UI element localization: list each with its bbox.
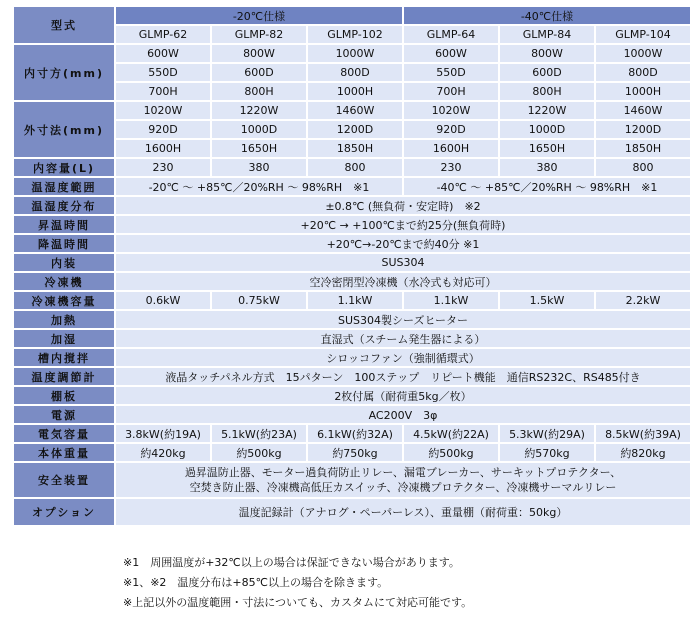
value-cell: 1000W	[596, 45, 690, 62]
value-cell: 1000H	[596, 83, 690, 100]
temp-dist-row	[14, 197, 690, 214]
value-cell: 1460W	[308, 102, 402, 119]
safety-row	[14, 463, 690, 497]
value-cell: 0.75kW	[212, 292, 306, 309]
inner-dims-row	[14, 64, 690, 81]
footnote: ※1、※2 温度分布は+85℃以上の場合を除きます。	[123, 576, 389, 589]
safety-label: 安全装置	[14, 463, 114, 497]
options-value: 温度記録計（アナログ・ペーパーレス）、重量棚（耐荷重：50kg）	[116, 499, 690, 525]
model-cell: GLMP-84	[500, 26, 594, 43]
temp-dist-value: ±0.8℃ (無負荷・安定時) ※2	[116, 197, 690, 214]
value-cell: 230	[116, 159, 210, 176]
model-cell: GLMP-62	[116, 26, 210, 43]
value-cell: 1650H	[500, 140, 594, 157]
value-cell: 800W	[500, 45, 594, 62]
value-cell: 3.8kW(約19A)	[116, 425, 210, 442]
value-cell: 800H	[500, 83, 594, 100]
controller-value: 液晶タッチパネル方式 15パターン 100ステップ リピート機能 通信RS232C、RS485付き	[116, 368, 690, 385]
value-cell: 800	[596, 159, 690, 176]
inner-dims-row	[14, 45, 690, 62]
value-cell: 約500kg	[404, 444, 498, 461]
heating-value: SUS304製シーズヒーター	[116, 311, 690, 328]
stirring-row	[14, 349, 690, 366]
refrigerator-label: 冷凍機	[14, 273, 114, 290]
value-cell: 1020W	[404, 102, 498, 119]
value-cell: 6.1kW(約32A)	[308, 425, 402, 442]
value-cell: 380	[212, 159, 306, 176]
temp-range-minus20: -20℃ ～ +85℃／20%RH ～ 98%RH ※1	[116, 178, 402, 195]
interior-row	[14, 254, 690, 271]
value-cell: 1600H	[116, 140, 210, 157]
value-cell: 1200D	[596, 121, 690, 138]
temp-range-row	[14, 178, 690, 195]
group-minus20: -20℃仕様	[116, 7, 402, 24]
heating-row	[14, 311, 690, 328]
value-cell: 800	[308, 159, 402, 176]
shelf-row	[14, 387, 690, 404]
value-cell: 5.1kW(約23A)	[212, 425, 306, 442]
value-cell: 800H	[212, 83, 306, 100]
value-cell: 1000W	[308, 45, 402, 62]
model-cell: GLMP-64	[404, 26, 498, 43]
group-minus40: -40℃仕様	[404, 7, 690, 24]
elec-capacity-row	[14, 425, 690, 442]
cool-time-label: 降温時間	[14, 235, 114, 252]
value-cell: 1220W	[212, 102, 306, 119]
value-cell: 600D	[212, 64, 306, 81]
value-cell: 920D	[404, 121, 498, 138]
weight-row	[14, 444, 690, 461]
value-cell: 4.5kW(約22A)	[404, 425, 498, 442]
controller-label: 温度調節計	[14, 368, 114, 385]
humidify-value: 直湿式（スチーム発生器による）	[116, 330, 690, 347]
value-cell: 1.1kW	[404, 292, 498, 309]
value-cell: 約500kg	[212, 444, 306, 461]
value-cell: 550D	[116, 64, 210, 81]
heat-time-row	[14, 216, 690, 233]
safety-line-1: 過昇温防止器、モーター過負荷防止リレー、漏電ブレーカー、サーキットプロテクター、	[184, 466, 622, 479]
value-cell: 800D	[596, 64, 690, 81]
value-cell: 600D	[500, 64, 594, 81]
spec-table	[12, 5, 692, 527]
value-cell: 700H	[116, 83, 210, 100]
model-cell: GLMP-104	[596, 26, 690, 43]
power-row	[14, 406, 690, 423]
safety-line-2: 空焚き防止器、冷凍機高低圧カスイッチ、冷凍機プロテクター、冷凍機サーマルリレー	[189, 481, 617, 494]
outer-dims-label: 外寸法(mm)	[14, 102, 114, 157]
value-cell: 1600H	[404, 140, 498, 157]
spec-table-container	[12, 5, 692, 527]
cool-time-row	[14, 235, 690, 252]
value-cell: 600W	[116, 45, 210, 62]
model-cell: GLMP-82	[212, 26, 306, 43]
interior-value: SUS304	[116, 254, 690, 271]
heat-time-value: +20℃ → +100℃まで約25分(無負荷時)	[116, 216, 690, 233]
value-cell: 1460W	[596, 102, 690, 119]
value-cell: 1000D	[212, 121, 306, 138]
header-group-row	[14, 7, 690, 24]
value-cell: 700H	[404, 83, 498, 100]
value-cell: 約420kg	[116, 444, 210, 461]
value-cell: 1220W	[500, 102, 594, 119]
value-cell: 550D	[404, 64, 498, 81]
humidify-row	[14, 330, 690, 347]
shelf-value: 2枚付属（耐荷重5kg／枚）	[116, 387, 690, 404]
capacity-label: 内容量(L)	[14, 159, 114, 176]
stirring-label: 槽内撹拌	[14, 349, 114, 366]
controller-row	[14, 368, 690, 385]
value-cell: 600W	[404, 45, 498, 62]
value-cell: 1650H	[212, 140, 306, 157]
value-cell: 1.5kW	[500, 292, 594, 309]
options-label: オプション	[14, 499, 114, 525]
options-row	[14, 499, 690, 525]
footnote: ※1 周囲温度が+32℃以上の場合は保証できない場合があります。	[123, 556, 460, 569]
value-cell: 230	[404, 159, 498, 176]
heat-time-label: 昇温時間	[14, 216, 114, 233]
value-cell: 1200D	[308, 121, 402, 138]
footnotes	[123, 553, 472, 613]
safety-value	[116, 463, 690, 497]
temp-dist-label: 温湿度分布	[14, 197, 114, 214]
value-cell: 0.6kW	[116, 292, 210, 309]
inner-dims-label: 内寸方(mm)	[14, 45, 114, 100]
footnote: ※上記以外の温度範囲・寸法についても、カスタムにて対応可能です。	[123, 596, 473, 609]
outer-dims-row	[14, 102, 690, 119]
type-label: 型式	[14, 7, 114, 43]
cool-time-value: +20℃→-20℃まで約40分 ※1	[116, 235, 690, 252]
value-cell: 1850H	[596, 140, 690, 157]
value-cell: 約820kg	[596, 444, 690, 461]
value-cell: 5.3kW(約29A)	[500, 425, 594, 442]
outer-dims-row	[14, 121, 690, 138]
elec-capacity-label: 電気容量	[14, 425, 114, 442]
value-cell: 800D	[308, 64, 402, 81]
ref-capacity-row	[14, 292, 690, 309]
value-cell: 1020W	[116, 102, 210, 119]
model-row	[14, 26, 690, 43]
value-cell: 1000H	[308, 83, 402, 100]
value-cell: 1850H	[308, 140, 402, 157]
value-cell: 1.1kW	[308, 292, 402, 309]
heating-label: 加熱	[14, 311, 114, 328]
stirring-value: シロッコファン（強制循環式）	[116, 349, 690, 366]
value-cell: 8.5kW(約39A)	[596, 425, 690, 442]
value-cell: 1000D	[500, 121, 594, 138]
outer-dims-row	[14, 140, 690, 157]
humidify-label: 加湿	[14, 330, 114, 347]
capacity-row	[14, 159, 690, 176]
value-cell: 380	[500, 159, 594, 176]
weight-label: 本体重量	[14, 444, 114, 461]
ref-capacity-label: 冷凍機容量	[14, 292, 114, 309]
temp-range-label: 温湿度範囲	[14, 178, 114, 195]
refrigerator-value: 空冷密閉型冷凍機（水冷式も対応可）	[116, 273, 690, 290]
temp-range-minus40: -40℃ ～ +85℃／20%RH ～ 98%RH ※1	[404, 178, 690, 195]
value-cell: 約570kg	[500, 444, 594, 461]
model-cell: GLMP-102	[308, 26, 402, 43]
refrigerator-row	[14, 273, 690, 290]
power-value: AC200V 3φ	[116, 406, 690, 423]
inner-dims-row	[14, 83, 690, 100]
shelf-label: 棚板	[14, 387, 114, 404]
power-label: 電源	[14, 406, 114, 423]
value-cell: 800W	[212, 45, 306, 62]
value-cell: 約750kg	[308, 444, 402, 461]
value-cell: 920D	[116, 121, 210, 138]
interior-label: 内装	[14, 254, 114, 271]
value-cell: 2.2kW	[596, 292, 690, 309]
